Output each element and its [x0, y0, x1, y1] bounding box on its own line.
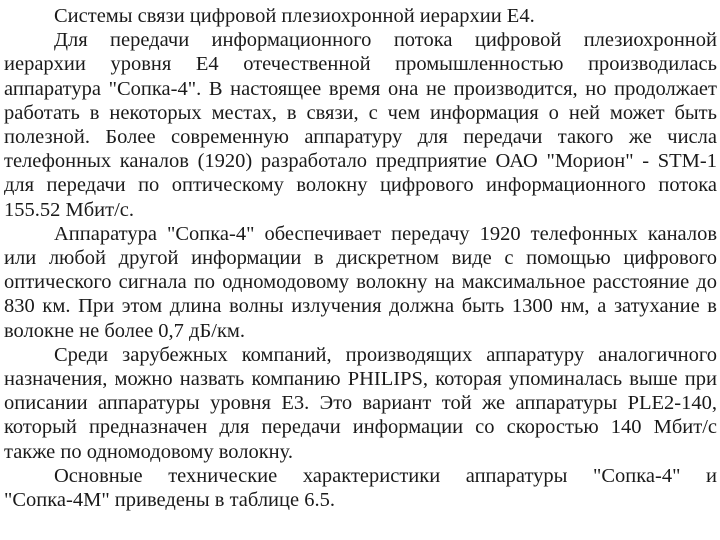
paragraph-table-reference: Основные технические характеристики аппаратуры "Сопка-4" и "Сопка-4М" приведены в таблице 6.5. [4, 464, 717, 512]
paragraph-foreign-equipment: Среди зарубежных компаний, производящих аппаратуру аналогичного назначения, можно назвать компанию PHILIPS, которая упоминалась выше при описании аппаратуры уровня Е3. Это вариант той же аппаратуры PLE2-140, который предназначен для передачи информации со скоростью 140 Мбит/с также по одномодовому волокну. [4, 343, 717, 463]
section-heading: Системы связи цифровой плезиохронной иерархии Е4. [54, 5, 535, 27]
document-page [4, 4, 717, 512]
paragraph-sopka-4-overview: Для передачи информационного потока цифровой плезиохронной иерархии уровня Е4 отечественной промышленностью производилась аппаратура "Сопка-4". В настоящее время она не производится, но продолжает работать в некоторых местах, в связи, с чем информация о ней может быть полезной. Более современную аппаратуру для передачи такого же числа телефонных каналов (1920) разработало предприятие ОАО "Морион" - STM-1 для передачи по оптическому волокну цифрового информационного потока 155.52 Мбит/с. [4, 29, 717, 221]
paragraph-sopka-4-specs: Аппаратура "Сопка-4" обеспечивает передачу 1920 телефонных каналов или любой другой информации в дискретном виде с помощью цифрового оптического сигнала по одномодовому волокну на максимальное расстояние до 830 км. При этом длина волны излучения должна быть 1300 нм, а затухание в волокне не более 0,7 дБ/км. [4, 222, 717, 342]
